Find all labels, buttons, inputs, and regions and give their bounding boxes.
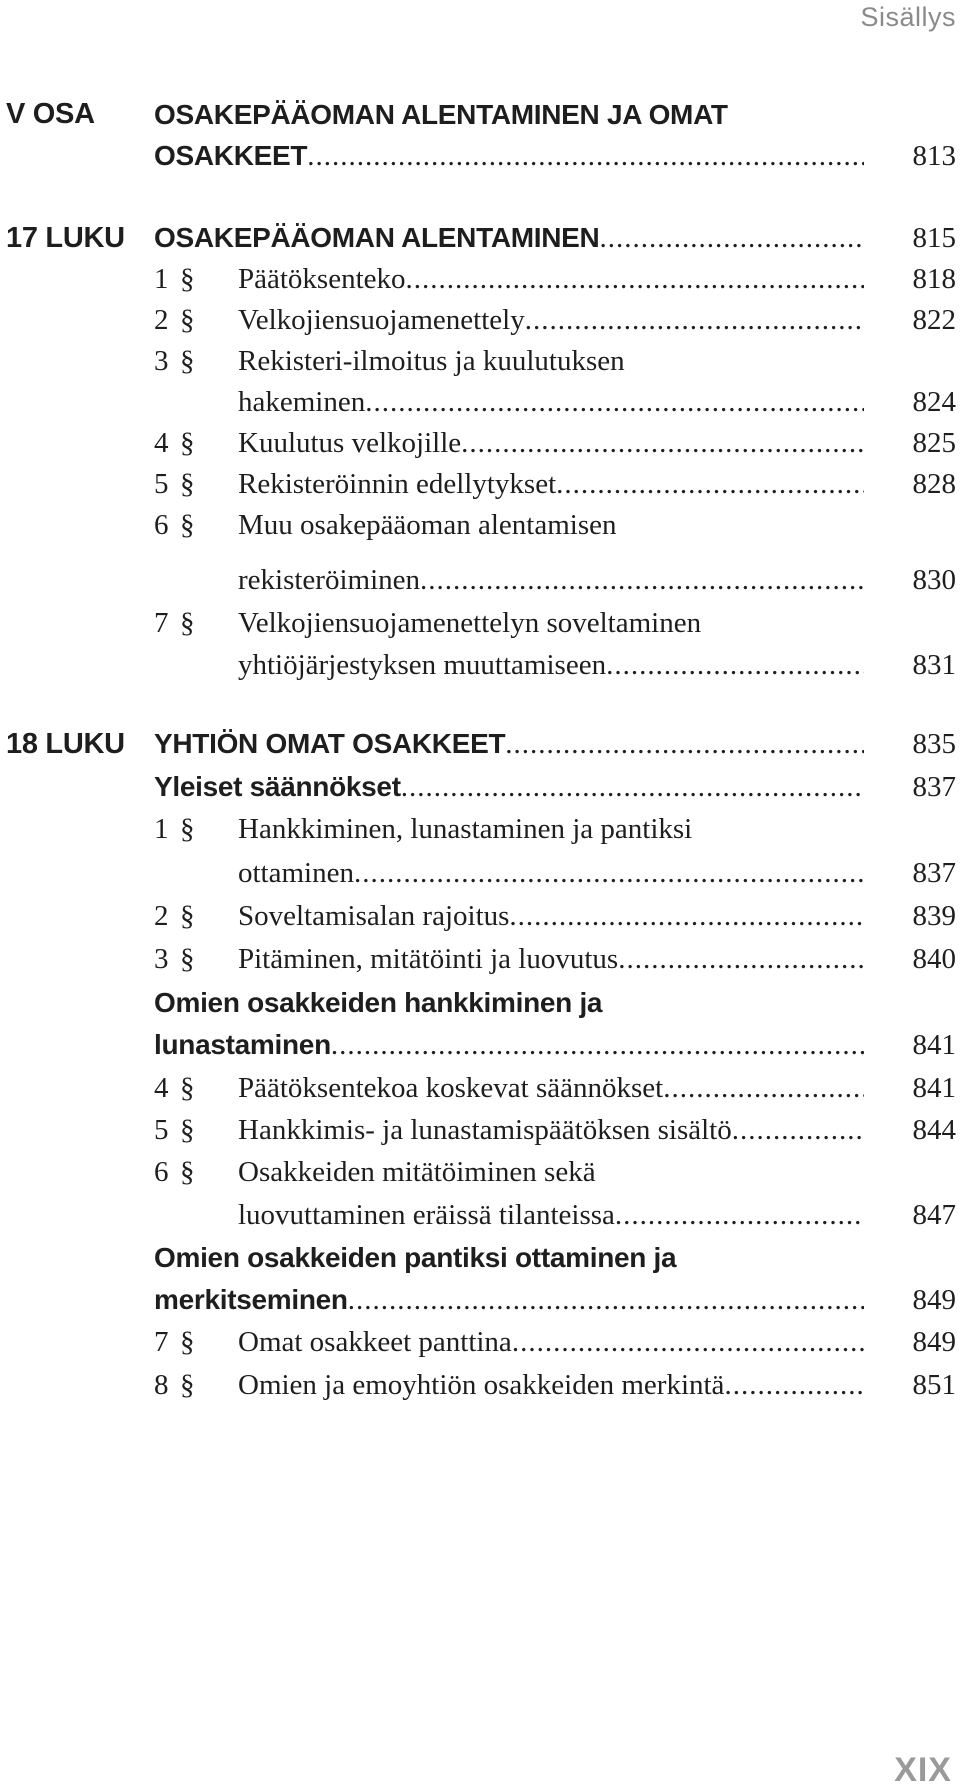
leader-dots [505,728,864,761]
chapter-title: OSAKEPÄÄOMAN ALENTAMINEN [154,222,600,253]
toc-entry-text [154,222,864,255]
toc-entry-subheading-line1[interactable] [0,1237,960,1278]
leader-dots [348,1284,864,1317]
section-number: 7 [154,1326,169,1358]
toc-entry-section-line2[interactable] [0,1195,960,1236]
leader-dots [354,857,864,890]
toc-entry-subheading-line1[interactable] [0,982,960,1023]
toc-entry-section-line1[interactable] [0,603,960,644]
toc-entry-subheading-line2[interactable] [0,1280,960,1321]
section-title: Omat osakkeet panttina [238,1326,512,1358]
subheading-title-line1: Omien osakkeiden hankkiminen ja [154,986,603,1018]
section-number: 6 [154,1156,169,1188]
toc-entry-text [238,1326,864,1359]
toc-entry-section[interactable] [0,939,960,980]
section-title: Päätöksenteko [238,263,406,295]
section-number: 3 [154,943,169,975]
leader-dots [556,468,864,501]
section-title-line2: yhtiöjärjestyksen muuttamiseen [238,649,607,681]
section-sign-icon: § [180,1326,195,1358]
toc-entry-section-line2[interactable] [0,645,960,686]
subheading-title: Yleiset säännökset [154,771,401,802]
section-number: 7 [154,607,169,639]
page-number: 841 [912,1072,956,1104]
chapter-label: 17 LUKU [6,222,125,254]
section-title-line2: rekisteröiminen [238,564,421,596]
toc-entry-subheading-line2[interactable] [0,1025,960,1066]
toc-entry-section[interactable] [0,896,960,937]
page-number: 841 [912,1029,956,1061]
section-sign-icon: § [180,468,195,500]
leader-dots [615,1199,864,1232]
section-title: Hankkimis- ja lunastamispäätöksen sisältö [238,1114,732,1146]
section-title: Velkojiensuojamenettely [238,304,525,336]
toc-entry-section[interactable] [0,1365,960,1406]
page-number: 831 [912,649,956,681]
leader-dots [365,386,864,419]
leader-dots [307,140,864,173]
page-number: 813 [912,140,956,172]
leader-dots [461,427,864,460]
section-number: 1 [154,813,169,845]
page-number: 837 [912,857,956,889]
section-title-line2: ottaminen [238,857,354,889]
section-sign-icon: § [180,1156,195,1188]
section-number: 1 [154,263,169,295]
section-number: 8 [154,1369,169,1401]
page-number: 835 [912,728,956,760]
page-number: 839 [912,900,956,932]
page-number: 825 [912,427,956,459]
toc-entry-section[interactable] [0,423,960,464]
running-head: Sisällys [860,2,956,32]
leader-dots [509,900,864,933]
page-number: 828 [912,468,956,500]
section-number: 3 [154,345,169,377]
section-number: 4 [154,427,169,459]
toc-entry-text [238,386,864,419]
toc-entry-section[interactable] [0,464,960,505]
part-title-line1: OSAKEPÄÄOMAN ALENTAMINEN JA OMAT [154,98,728,130]
section-title: Pitäminen, mitätöinti ja luovutus [238,943,619,975]
page-number: 849 [912,1284,956,1316]
section-sign-icon: § [180,304,195,336]
page-number: 822 [912,304,956,336]
leader-dots [512,1326,864,1359]
toc-entry-part[interactable] [0,136,960,177]
section-number: 2 [154,304,169,336]
section-sign-icon: § [180,900,195,932]
section-title: Päätöksentekoa koskevat säännökset [238,1072,664,1104]
toc-entry-section[interactable] [0,1068,960,1109]
toc-entry-section-line1[interactable] [0,505,960,546]
chapter-label: 18 LUKU [6,728,125,760]
section-number: 2 [154,900,169,932]
subheading-title-line2: lunastaminen [154,1029,331,1060]
section-title-line1: Osakkeiden mitätöiminen sekä [238,1156,596,1188]
toc-entry-text [238,1369,864,1402]
page-folio: XIX [894,1751,952,1789]
page-number: 818 [912,263,956,295]
toc-entry-section-line2[interactable] [0,382,960,423]
page-number: 840 [912,943,956,975]
chapter-title: YHTIÖN OMAT OSAKKEET [154,728,506,759]
toc-entry-section[interactable] [0,259,960,300]
leader-dots [331,1029,864,1062]
section-title-line2: hakeminen [238,386,366,418]
page-number: 837 [912,771,956,803]
toc-entry-text [154,1029,864,1062]
leader-dots [606,649,864,682]
section-number: 5 [154,1114,169,1146]
toc-entry-text [238,468,864,501]
section-sign-icon: § [180,1114,195,1146]
section-title-line1: Hankkiminen, lunastaminen ja pantiksi [238,813,693,845]
section-sign-icon: § [180,1072,195,1104]
section-title-line1: Velkojiensuojamenettelyn soveltaminen [238,607,702,639]
section-sign-icon: § [180,427,195,459]
page-number: 851 [912,1369,956,1401]
toc-entry-section-line2[interactable] [0,560,960,601]
leader-dots [732,1114,864,1147]
part-title-line2: OSAKKEET [154,140,308,171]
toc-entry-section-line2[interactable] [0,853,960,894]
page-number: 847 [912,1199,956,1231]
toc-entry-text [154,771,864,804]
toc-entry-text [238,263,864,296]
section-sign-icon: § [180,607,195,639]
toc-entry-text [154,140,864,173]
page-number: 830 [912,564,956,596]
section-title-line2: luovuttaminen eräissä tilanteissa [238,1199,615,1231]
section-number: 6 [154,509,169,541]
toc-entry-section[interactable] [0,300,960,341]
toc-entry-text [238,304,864,337]
section-sign-icon: § [180,509,195,541]
section-title: Rekisteröinnin edellytykset [238,468,557,500]
toc-entry-text [238,1114,864,1147]
toc-entry-text [238,857,864,890]
leader-dots [406,263,864,296]
section-sign-icon: § [180,1369,195,1401]
section-title: Kuulutus velkojille [238,427,462,459]
toc-entry-section[interactable] [0,1110,960,1151]
toc-entry-chapter-17[interactable] [0,218,960,259]
toc-entry-section-line1[interactable] [0,1152,960,1193]
part-heading [0,94,960,135]
toc-entry-section[interactable] [0,1322,960,1363]
leader-dots [525,304,864,337]
toc-entry-text [238,900,864,933]
section-number: 4 [154,1072,169,1104]
toc-entry-text [238,649,864,682]
leader-dots [420,564,864,597]
section-sign-icon: § [180,943,195,975]
page-number: 815 [912,222,956,254]
toc-entry-subheading[interactable] [0,767,960,808]
toc-entry-text [238,427,864,460]
toc-entry-text [238,1199,864,1232]
toc-entry-text [238,564,864,597]
section-sign-icon: § [180,345,195,377]
section-sign-icon: § [180,263,195,295]
section-number: 5 [154,468,169,500]
toc-entry-section-line1[interactable] [0,809,960,850]
page-number: 824 [912,386,956,418]
part-label: V OSA [6,98,95,130]
section-title-line1: Muu osakepääoman alentamisen [238,509,617,541]
leader-dots [599,222,864,255]
leader-dots [724,1369,864,1402]
toc-entry-text [238,943,864,976]
page-number: 849 [912,1326,956,1358]
leader-dots [401,771,864,804]
toc-entry-section-line1[interactable] [0,341,960,382]
leader-dots [618,943,864,976]
subheading-title-line2: merkitseminen [154,1284,348,1315]
page-number: 844 [912,1114,956,1146]
section-title: Omien ja emoyhtiön osakkeiden merkintä [238,1369,725,1401]
section-title-line1: Rekisteri-ilmoitus ja kuulutuksen [238,345,625,377]
toc-entry-text [238,1072,864,1105]
leader-dots [663,1072,864,1105]
section-title: Soveltamisalan rajoitus [238,900,510,932]
toc-entry-chapter-18[interactable] [0,724,960,765]
toc-entry-text [154,1284,864,1317]
toc-entry-text [154,728,864,761]
section-sign-icon: § [180,813,195,845]
subheading-title-line1: Omien osakkeiden pantiksi ottaminen ja [154,1241,677,1273]
